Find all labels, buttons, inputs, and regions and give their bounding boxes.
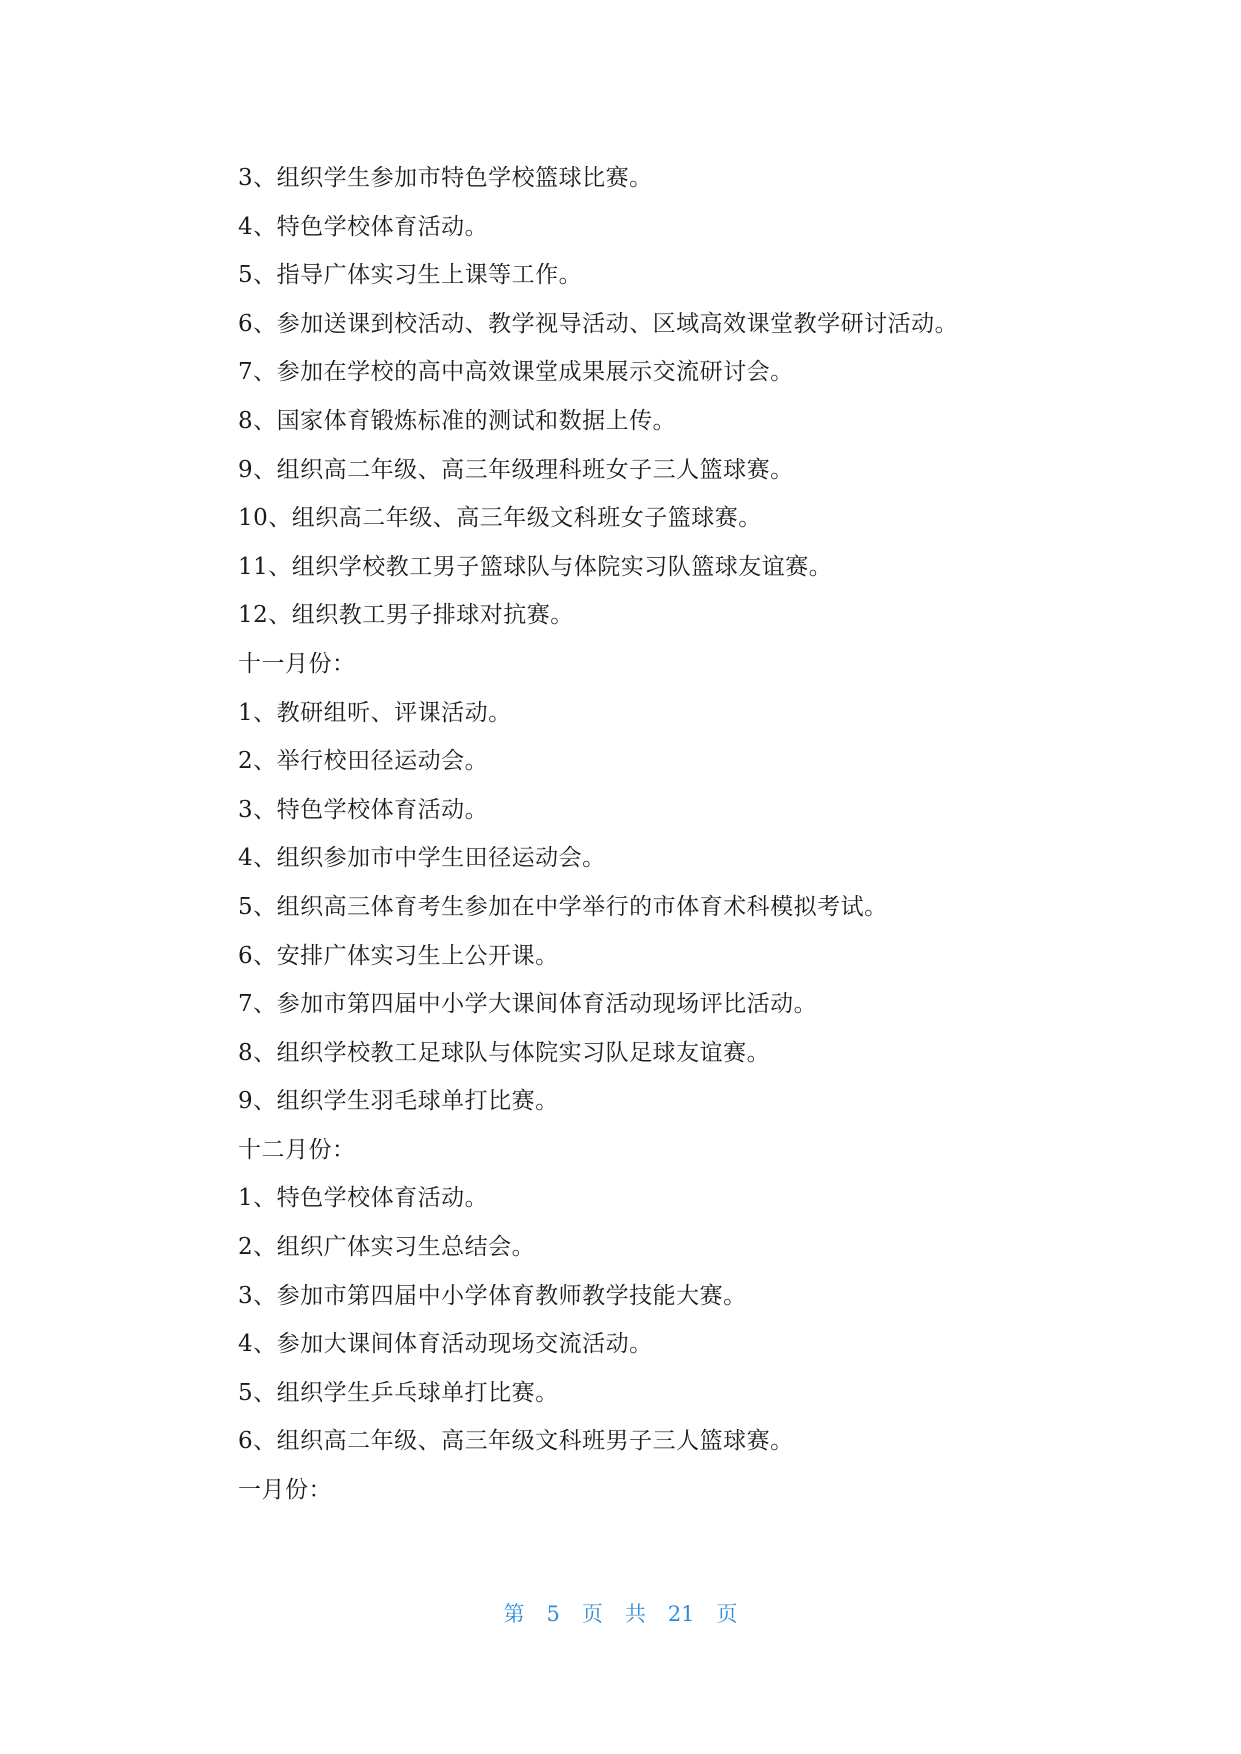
list-item: 1、特色学校体育活动。 xyxy=(238,1185,489,1212)
section-heading-december: 十二月份： xyxy=(238,1136,356,1163)
list-item: 2、举行校田径运动会。 xyxy=(238,748,489,775)
footer-ye: 页 xyxy=(581,1602,603,1626)
list-item: 8、组织学校教工足球队与体院实习队足球友谊赛。 xyxy=(238,1039,771,1066)
list-item: 2、组织广体实习生总结会。 xyxy=(238,1234,536,1261)
footer-di: 第 xyxy=(503,1602,525,1626)
footer-gong: 共 xyxy=(624,1602,646,1626)
list-item: 4、组织参加市中学生田径运动会。 xyxy=(238,845,606,872)
list-item: 6、安排广体实习生上公开课。 xyxy=(238,942,559,969)
document-body xyxy=(238,154,1018,1515)
section-heading-november: 十一月份： xyxy=(238,650,356,677)
list-item: 5、组织高三体育考生参加在中学举行的市体育术科模拟考试。 xyxy=(238,893,888,920)
list-item: 3、组织学生参加市特色学校篮球比赛。 xyxy=(238,165,653,191)
current-page-number: 5 xyxy=(546,1602,560,1626)
footer-ye-end: 页 xyxy=(716,1602,738,1626)
list-item: 10、组织高二年级、高三年级文科班女子篮球赛。 xyxy=(238,505,762,532)
list-item: 5、组织学生乒乓球单打比赛。 xyxy=(238,1379,559,1406)
list-item: 11、组织学校教工男子篮球队与体院实习队篮球友谊赛。 xyxy=(238,553,833,580)
list-item: 12、组织教工男子排球对抗赛。 xyxy=(238,602,574,629)
list-item: 9、组织高二年级、高三年级理科班女子三人篮球赛。 xyxy=(238,456,794,483)
list-item: 3、特色学校体育活动。 xyxy=(238,796,489,823)
total-page-count: 21 xyxy=(667,1602,695,1626)
list-item: 8、国家体育锻炼标准的测试和数据上传。 xyxy=(238,407,677,434)
list-item: 4、参加大课间体育活动现场交流活动。 xyxy=(238,1331,653,1358)
list-item: 1、教研组听、评课活动。 xyxy=(238,699,512,726)
section-heading-january: 一月份： xyxy=(238,1477,332,1504)
list-item: 9、组织学生羽毛球单打比赛。 xyxy=(238,1088,559,1115)
list-item: 5、指导广体实习生上课等工作。 xyxy=(238,262,583,289)
list-item: 6、参加送课到校活动、教学视导活动、区域高效课堂教学研讨活动。 xyxy=(238,310,959,337)
page-number-footer xyxy=(0,1598,1241,1628)
list-item: 4、特色学校体育活动。 xyxy=(238,213,489,240)
list-item: 3、参加市第四届中小学体育教师教学技能大赛。 xyxy=(238,1282,747,1309)
list-item: 6、组织高二年级、高三年级文科班男子三人篮球赛。 xyxy=(238,1428,794,1455)
list-item: 7、参加在学校的高中高效课堂成果展示交流研讨会。 xyxy=(238,359,794,386)
list-item: 7、参加市第四届中小学大课间体育活动现场评比活动。 xyxy=(238,991,818,1018)
